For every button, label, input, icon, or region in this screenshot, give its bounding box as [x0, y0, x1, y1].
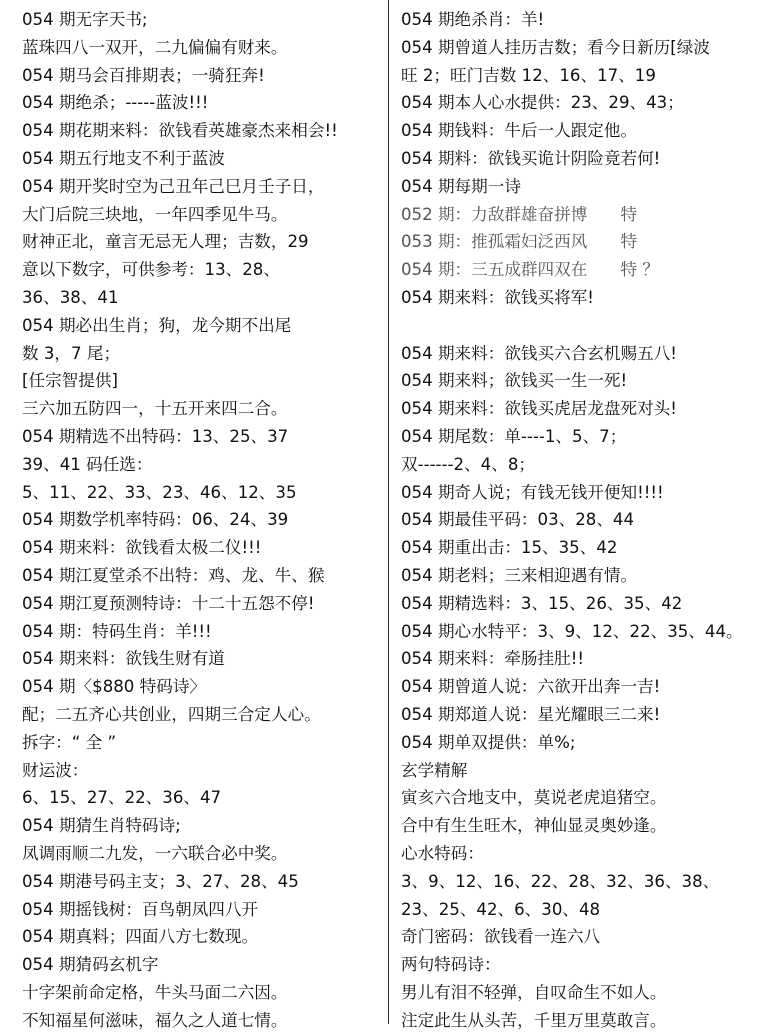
right-column-line: 054 期钱料：牛后一人跟定他。	[401, 121, 638, 141]
right-column-line: 玄学精解	[401, 760, 468, 780]
right-column-line: 054 期来料：欲钱买虎居龙盘死对头!	[401, 399, 677, 419]
left-column-line: 054 期绝杀；-----蓝波!!!	[22, 93, 209, 113]
left-column-line: 财运波：	[22, 760, 89, 780]
left-column-line: 054 期猜码玄机字	[22, 955, 159, 975]
right-column-line: 053 期：推孤霜妇泛西风 特	[401, 232, 638, 252]
left-column-line: 三六加五防四一，十五开来四二合。	[22, 399, 288, 419]
right-column-line: 奇门密码：欲钱看一连六八	[401, 927, 601, 947]
left-column-line: 6、15、27、22、36、47	[22, 788, 222, 808]
left-column-line: 大门后院三块地，一年四季见牛马。	[22, 204, 288, 224]
left-column-line: 054 期来料：欲钱生财有道	[22, 649, 225, 669]
left-column-line: 蓝珠四八一双开，二九偏偏有财来。	[22, 37, 288, 57]
right-column-line: 两句特码诗：	[401, 955, 501, 975]
left-column-line: 数 3，7 尾；	[22, 343, 121, 363]
left-column-line: 054 期港号码主支；3、27、28、45	[22, 871, 299, 891]
left-column-line: 36、38、41	[22, 287, 119, 307]
right-column-line: 054 期每期一诗	[401, 176, 521, 196]
left-column-line: 054 期猜生肖特码诗;	[22, 816, 181, 836]
right-column-line: 054 期奇人说；有钱无钱开便知!!!!	[401, 482, 664, 502]
right-column-line: 054 期郑道人说：星光耀眼三二来!	[401, 704, 661, 724]
right-column-line: 054 期心水特平：3、9、12、22、35、44。	[401, 621, 743, 641]
right-column-line: 心水特码：	[401, 843, 484, 863]
right-column-line: 054 期最佳平码：03、28、44	[401, 510, 635, 530]
left-column-line: 054 期数学机率特码：06、24、39	[22, 510, 289, 530]
right-column-line: 注定此生从头苦，千里万里莫敢言。	[401, 1010, 667, 1030]
right-column-line: 男儿有泪不轻弹，自叹命生不如人。	[401, 982, 667, 1002]
left-column-line: 意以下数字，可供参考：13、28、	[22, 260, 280, 280]
right-column-line: 054 期来料；欲钱买一生一死!	[401, 371, 628, 391]
right-column-line: 054 期曾道人说：六欲开出奔一吉!	[401, 677, 661, 697]
left-column-line: 十字架前命定格，牛头马面二六因。	[22, 982, 288, 1002]
right-column-line: 052 期：力敌群雄奋拼博 特	[401, 204, 638, 224]
left-column-line: 054 期花期来料：欲钱看英雄豪杰来相会!!	[22, 121, 338, 141]
column-divider	[388, 0, 389, 1024]
left-column-line: 054 期摇钱树：百鸟朝凤四八开	[22, 899, 259, 919]
right-column-line	[401, 312, 761, 340]
right-column-line: 双------2、4、8；	[401, 454, 535, 474]
right-column-line: 054 期精选料：3、15、26、35、42	[401, 593, 683, 613]
right-column-line: 23、25、42、6、30、48	[401, 899, 601, 919]
left-column-line: [任宗智提供]	[22, 371, 118, 391]
left-column-line: 054 期马会百排期表；一骑狂奔!	[22, 65, 265, 85]
left-column-line: 054 期江夏预测特诗：十二十五怨不停!	[22, 593, 315, 613]
left-column-line: 054 期无字天书;	[22, 10, 148, 29]
left-column-line: 5、11、22、33、23、46、12、35	[22, 482, 297, 502]
right-column-line: 054 期单双提供：单%;	[401, 732, 576, 752]
left-column-line: 054 期：特码生肖：羊!!!	[22, 621, 212, 641]
right-column-line: 054 期绝杀肖：羊!	[401, 10, 545, 29]
right-column-line: 旺 2；旺门吉数 12、16、17、19	[401, 65, 656, 85]
right-column	[401, 6, 761, 1034]
right-column-line: 3、9、12、16、22、28、32、36、38、	[401, 871, 720, 891]
left-column-line: 财神正北，童言无忌无人理；吉数，29	[22, 232, 309, 252]
right-column-line: 054 期来料：欲钱买将军!	[401, 287, 594, 307]
left-column-line: 054 期必出生肖；狗，龙今期不出尾	[22, 315, 292, 335]
right-column-line: 054 期曾道人挂历吉数；看今日新历[绿波	[401, 37, 710, 57]
right-column-line: 054 期来料：牵肠挂肚!!	[401, 649, 585, 669]
left-column	[22, 6, 384, 1034]
left-column-line: 054 期开奖时空为己丑年己巳月壬子日，	[22, 176, 325, 196]
left-column-line: 凤调雨顺二九发，一六联合必中奖。	[22, 843, 288, 863]
left-column-line: 054 期五行地支不利于蓝波	[22, 148, 225, 168]
right-column-line: 054 期：三五成群四双在 特 ？	[401, 260, 659, 280]
left-column-line: 054 期精选不出特码：13、25、37	[22, 426, 289, 446]
left-column-line: 054 期〈$880 特码诗〉	[22, 677, 207, 697]
left-column-line: 054 期江夏堂杀不出特：鸡、龙、牛、猴	[22, 565, 325, 585]
right-column-line: 054 期重出击：15、35、42	[401, 538, 618, 558]
left-column-line: 054 期真料；四面八方七数现。	[22, 927, 259, 947]
left-column-line: 拆字：“ 全 ”	[22, 732, 117, 752]
left-column-line: 39、41 码任选：	[22, 454, 153, 474]
right-column-line: 054 期尾数：单----1、5、7；	[401, 426, 627, 446]
right-column-line: 合中有生生旺木，神仙显灵奥妙逢。	[401, 816, 667, 836]
right-column-line: 054 期老料；三来相迎遇有情。	[401, 565, 638, 585]
left-column-line: 054 期来料：欲钱看太极二仪!!!	[22, 538, 262, 558]
left-column-line: 配；二五齐心共创业，四期三合定人心。	[22, 704, 321, 724]
right-column-line: 054 期来料：欲钱买六合玄机赐五八!	[401, 343, 677, 363]
right-column-line: 054 期本人心水提供：23、29、43；	[401, 93, 684, 113]
right-column-line: 054 期料：欲钱买诡计阴险竟若何!	[401, 148, 661, 168]
left-column-line: 不知福星何滋味，福久之人道七情。	[22, 1010, 288, 1030]
right-column-line: 寅亥六合地支中，莫说老虎追猪空。	[401, 788, 667, 808]
